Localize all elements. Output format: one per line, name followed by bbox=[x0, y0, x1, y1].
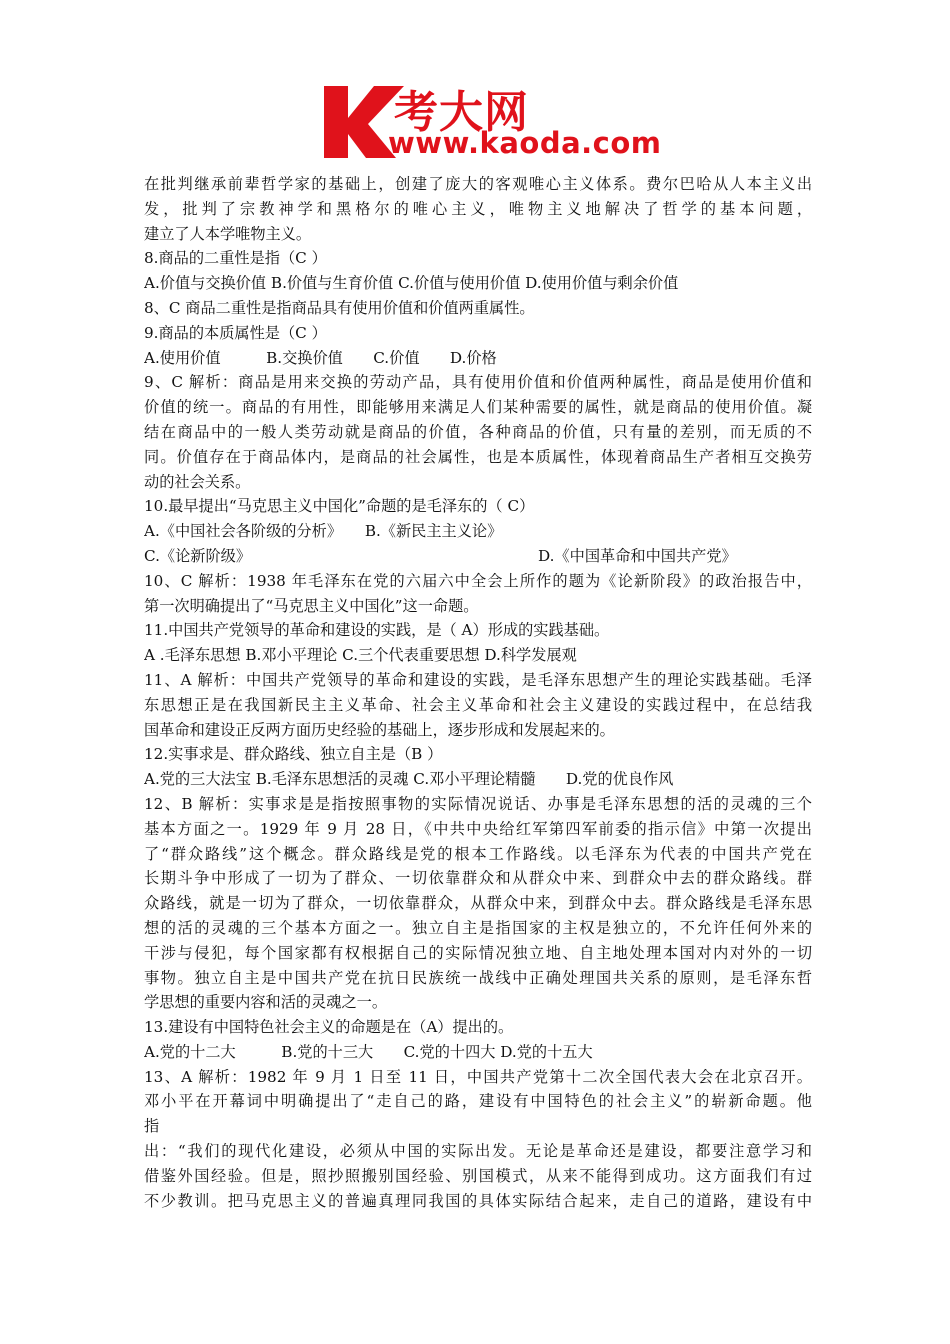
text-line: 众路线，就是一切为了群众，一切依靠群众，从群众中来，到群众中去。群众路线是毛泽东思 bbox=[144, 894, 812, 913]
text-line: 想的活的灵魂的三个基本方面之一。独立自主是指国家的主权是独立的，不允许任何外来的 bbox=[144, 918, 812, 937]
question-9: 9.商品的本质属性是（C ） bbox=[144, 323, 327, 342]
options-8: A.价值与交换价值 B.价值与生育价值 C.价值与使用价值 D.使用价值与剩余价值 bbox=[144, 274, 679, 293]
kaoda-logo bbox=[318, 82, 662, 162]
answer-11: 11、A 解析：中国共产党领导的革命和建设的实践，是毛泽东思想产生的理论实践基础。毛泽 bbox=[144, 670, 812, 689]
text-line: 出：“我们的现代化建设，必须从中国的实际出发。无论是革命还是建设，都要注意学习和 bbox=[144, 1142, 812, 1161]
answer-12: 12、B 解析：实事求是是指按照事物的实际情况说话、办事是毛泽东思想的活的灵魂的三个 bbox=[144, 794, 812, 813]
text-line: 借鉴外国经验。但是，照抄照搬别国经验、别国模式，从来不能得到成功。这方面我们有过 bbox=[144, 1166, 812, 1185]
options-13: A.党的十二大 B.党的十三大 C.党的十四大 D.党的十五大 bbox=[144, 1042, 593, 1061]
question-11: 11.中国共产党领导的革命和建设的实践，是（ A）形成的实践基础。 bbox=[144, 621, 610, 640]
answer-13: 13、A 解析：1982 年 9 月 1 日至 11 日，中国共产党第十二次全国代表大会在北京召开。 bbox=[144, 1067, 812, 1086]
text-line: 指 bbox=[144, 1117, 160, 1136]
text-line: 建立了人本学唯物主义。 bbox=[144, 224, 312, 243]
text-line: 发，批判了宗教神学和黑格尔的唯心主义，唯物主义地解决了哲学的基本问题， bbox=[144, 199, 812, 218]
text-line: 在批判继承前辈哲学家的基础上，创建了庞大的客观唯心主义体系。费尔巴哈从人本主义出 bbox=[144, 175, 812, 193]
text-line: 不少教训。把马克思主义的普遍真理同我国的具体实际结合起来，走自己的道路，建设有中 bbox=[144, 1191, 812, 1210]
logo-url: www.kaoda.com bbox=[388, 126, 662, 160]
question-12: 12.实事求是、群众路线、独立自主是（B ） bbox=[144, 745, 443, 764]
logo-site-name: 考大网 bbox=[394, 87, 529, 138]
option-10-d: D.《中国革命和中国共产党》 bbox=[538, 546, 737, 565]
text-line: 东思想正是在我国新民主主义革命、社会主义革命和社会主义建设的实践过程中，在总结我 bbox=[144, 695, 812, 714]
text-line: 价值的统一。商品的有用性，即能够用来满足人们某种需要的属性，就是商品的使用价值。凝 bbox=[144, 398, 812, 417]
text-line: 基本方面之一。1929 年 9 月 28 日，《中共中央给红军第四军前委的指示信》中第一次提出 bbox=[144, 819, 812, 838]
text-line: 了“群众路线”这个概念。群众路线是党的根本工作路线。以毛泽东为代表的中国共产党在 bbox=[144, 844, 812, 863]
text-line: 动的社会关系。 bbox=[144, 472, 251, 491]
text-line: 第一次明确提出了“马克思主义中国化”这一命题。 bbox=[144, 596, 479, 615]
text-line: 学思想的重要内容和活的灵魂之一。 bbox=[144, 993, 387, 1012]
text-line: 干涉与侵犯，每个国家都有权根据自己的实际情况独立地、自主地处理本国对内对外的一切 bbox=[144, 943, 812, 962]
options-10-cd bbox=[144, 544, 812, 569]
text-line: 结在商品中的一般人类劳动就是商品的价值，各种商品的价值，只有量的差别，而无质的不 bbox=[144, 422, 812, 441]
answer-8: 8、C 商品二重性是指商品具有使用价值和价值两重属性。 bbox=[144, 298, 535, 317]
options-12: A.党的三大法宝 B.毛泽东思想活的灵魂 C.邓小平理论精髓 D.党的优良作风 bbox=[144, 770, 674, 789]
answer-10: 10、C 解析：1938 年毛泽东在党的六届六中全会上所作的题为《论新阶段》的政治报告中， bbox=[144, 571, 812, 590]
text-line: 邓小平在开幕词中明确提出了“走自己的路，建设有中国特色的社会主义”的崭新命题。他 bbox=[144, 1092, 812, 1111]
text-line: 事物。独立自主是中国共产党在抗日民族统一战线中正确处理国共关系的原则，是毛泽东哲 bbox=[144, 968, 812, 987]
text-line: 长期斗争中形成了一切为了群众、一切依靠群众和从群众中来、到群众中去的群众路线。群 bbox=[144, 869, 812, 888]
answer-9: 9、C 解析：商品是用来交换的劳动产品，具有使用价值和价值两种属性，商品是使用价值和 bbox=[144, 373, 812, 392]
option-10-c: C.《论新阶级》 bbox=[144, 546, 252, 565]
text-line: 国革命和建设正反两方面历史经验的基础上，逐步形成和发展起来的。 bbox=[144, 720, 615, 739]
options-10-ab: A.《中国社会各阶级的分析》 B.《新民主主义论》 bbox=[144, 522, 503, 541]
options-9: A.使用价值 B.交换价值 C.价值 D.价格 bbox=[144, 348, 497, 367]
text-line: 同。价值存在于商品体内，是商品的社会属性，也是本质属性，体现着商品生产者相互交换劳 bbox=[144, 447, 812, 466]
question-13: 13.建设有中国特色社会主义的命题是在（A）提出的。 bbox=[144, 1018, 514, 1037]
options-11: A .毛泽东思想 B.邓小平理论 C.三个代表重要思想 D.科学发展观 bbox=[144, 646, 577, 665]
document-body bbox=[144, 172, 812, 1213]
question-10: 10.最早提出“马克思主义中国化”命题的是毛泽东的（ C） bbox=[144, 497, 535, 516]
question-8: 8.商品的二重性是指（C ） bbox=[144, 249, 327, 268]
